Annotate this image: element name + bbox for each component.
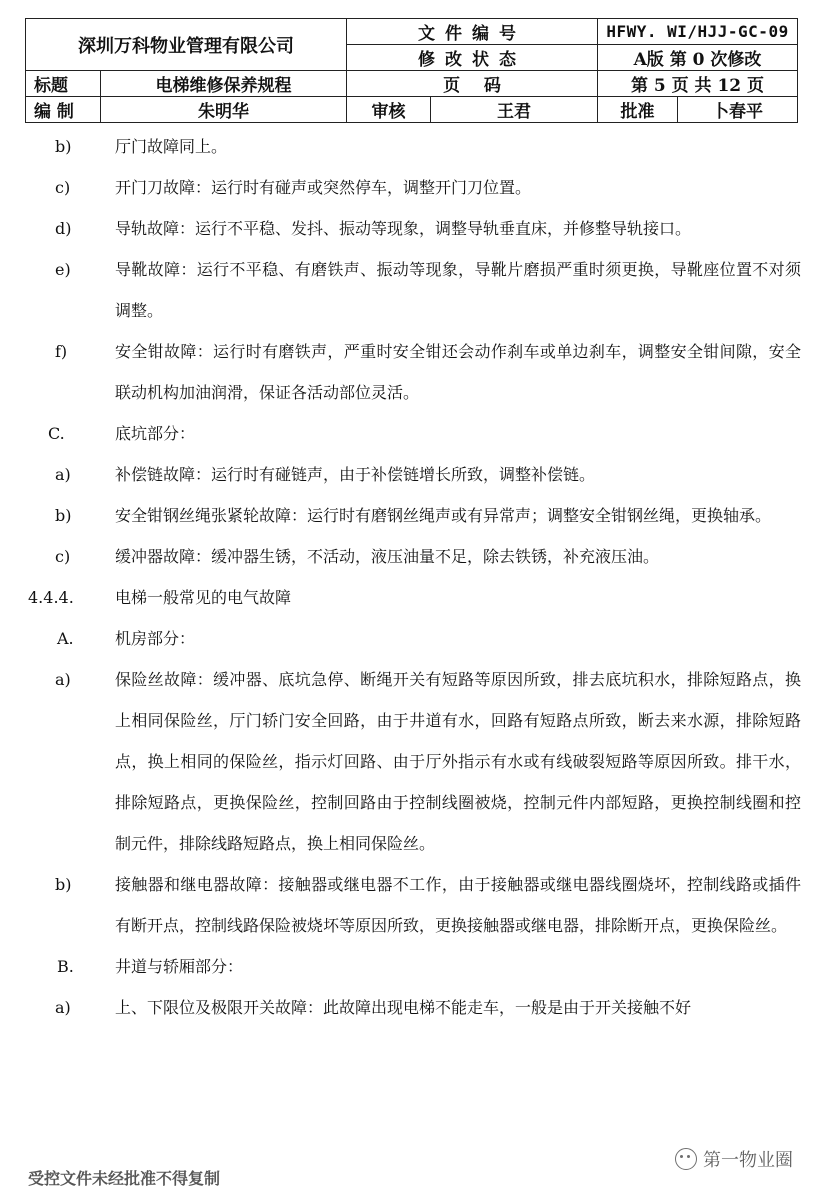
item-text: 保险丝故障：缓冲器、底坑急停、断绳开关有短路等原因所致，排去底坑积水，排除短路点，换上相同保险丝，厅门轿门安全回路，由于井道有水，回路有短路点所致，断去来水源，排除短路点，换上相同的保险丝，指示灯回路、由于厅外指示有水或有线破裂短路等原因所致。排干水，排除短路点，更换保险丝，控制回路由于控制线圈被烧，控制元件内部短路，更换控制线圈和控制元件，排除线路短路点，换上相同保险丝。	[115, 670, 801, 853]
page-value: 第 5 页 共 12 页	[598, 71, 798, 97]
subsection-number: 4.4.4.	[28, 588, 74, 607]
item-label: b)	[55, 137, 72, 156]
doc-number-label: 文件编号	[347, 19, 598, 45]
source-watermark	[675, 1146, 793, 1172]
list-item	[0, 126, 827, 167]
item-label: e)	[55, 260, 71, 279]
doc-number-value: HFWY. WI/HJJ-GC-09	[598, 19, 798, 45]
item-text: 导轨故障：运行不平稳、发抖、振动等现象，调整导轨垂直床，并修整导轨接口。	[115, 219, 692, 238]
list-item	[0, 454, 827, 495]
list-item	[0, 987, 827, 1028]
section-label: A.	[57, 629, 74, 648]
company-name: 深圳万科物业管理有限公司	[26, 19, 347, 71]
compiled-label: 编 制	[26, 97, 101, 123]
section-text: 底坑部分：	[115, 424, 196, 443]
section-heading	[0, 946, 827, 987]
section-label: B.	[57, 957, 74, 976]
item-text: 补偿链故障：运行时有碰链声，由于补偿链增长所致，调整补偿链。	[115, 465, 596, 484]
item-text: 缓冲器故障：缓冲器生锈，不活动，液压油量不足，除去铁锈，补充液压油。	[115, 547, 660, 566]
item-label: a)	[55, 998, 71, 1017]
list-item	[0, 495, 827, 536]
title-value: 电梯维修保养规程	[101, 71, 347, 97]
item-label: f)	[55, 342, 68, 361]
item-label: b)	[55, 506, 72, 525]
list-item	[0, 864, 827, 946]
watermark-text: 第一物业圈	[703, 1150, 793, 1171]
section-heading	[0, 413, 827, 454]
list-item	[0, 536, 827, 577]
item-text: 接触器和继电器故障：接触器或继电器不工作，由于接触器或继电器线圈烧坏，控制线路或插件有断开点，控制线路保险被烧坏等原因所致，更换接触器或继电器，排除断开点，更换保险丝。	[115, 875, 801, 935]
section-text: 机房部分：	[115, 629, 196, 648]
list-item	[0, 167, 827, 208]
item-text: 开门刀故障：运行时有碰声或突然停车，调整开门刀位置。	[115, 178, 532, 197]
list-item	[0, 249, 827, 331]
item-label: a)	[55, 465, 71, 484]
revision-label: 修改状态	[347, 45, 598, 71]
approve-value: 卜春平	[678, 97, 798, 123]
item-label: d)	[55, 219, 72, 238]
item-label: c)	[55, 547, 71, 566]
item-text: 上、下限位及极限开关故障：此故障出现电梯不能走车，一般是由于开关接触不好	[115, 998, 692, 1017]
item-label: c)	[55, 178, 71, 197]
compiled-value: 朱明华	[101, 97, 347, 123]
item-text: 安全钳故障：运行时有磨铁声，严重时安全钳还会动作刹车或单边刹车，调整安全钳间隙，安全联动机构加油润滑，保证各活动部位灵活。	[115, 342, 801, 402]
section-label: C.	[48, 424, 65, 443]
section-text: 井道与轿厢部分：	[115, 957, 244, 976]
approve-label: 批准	[598, 97, 678, 123]
item-text: 安全钳钢丝绳张紧轮故障：运行时有磨钢丝绳声或有异常声；调整安全钳钢丝绳，更换轴承。	[115, 506, 772, 525]
document-header-table	[25, 18, 798, 123]
list-item	[0, 208, 827, 249]
item-text: 导靴故障：运行不平稳、有磨铁声、振动等现象，导靴片磨损严重时须更换，导靴座位置不对须调整。	[115, 260, 801, 320]
subsection-heading	[0, 577, 827, 618]
list-item	[0, 331, 827, 413]
item-text: 厅门故障同上。	[115, 137, 228, 156]
item-label: a)	[55, 670, 71, 689]
review-label: 审核	[347, 97, 431, 123]
list-item	[0, 659, 827, 864]
item-label: b)	[55, 875, 72, 894]
controlled-document-notice: 受控文件未经批准不得复制	[28, 1169, 221, 1188]
section-heading	[0, 618, 827, 659]
revision-value: A版 第 0 次修改	[598, 45, 798, 71]
review-value: 王君	[431, 97, 598, 123]
subsection-title: 电梯一般常见的电气故障	[115, 588, 292, 607]
wechat-icon	[675, 1148, 697, 1170]
page-label: 页 码	[347, 71, 598, 97]
document-body	[0, 126, 827, 1028]
title-label: 标题	[26, 71, 101, 97]
